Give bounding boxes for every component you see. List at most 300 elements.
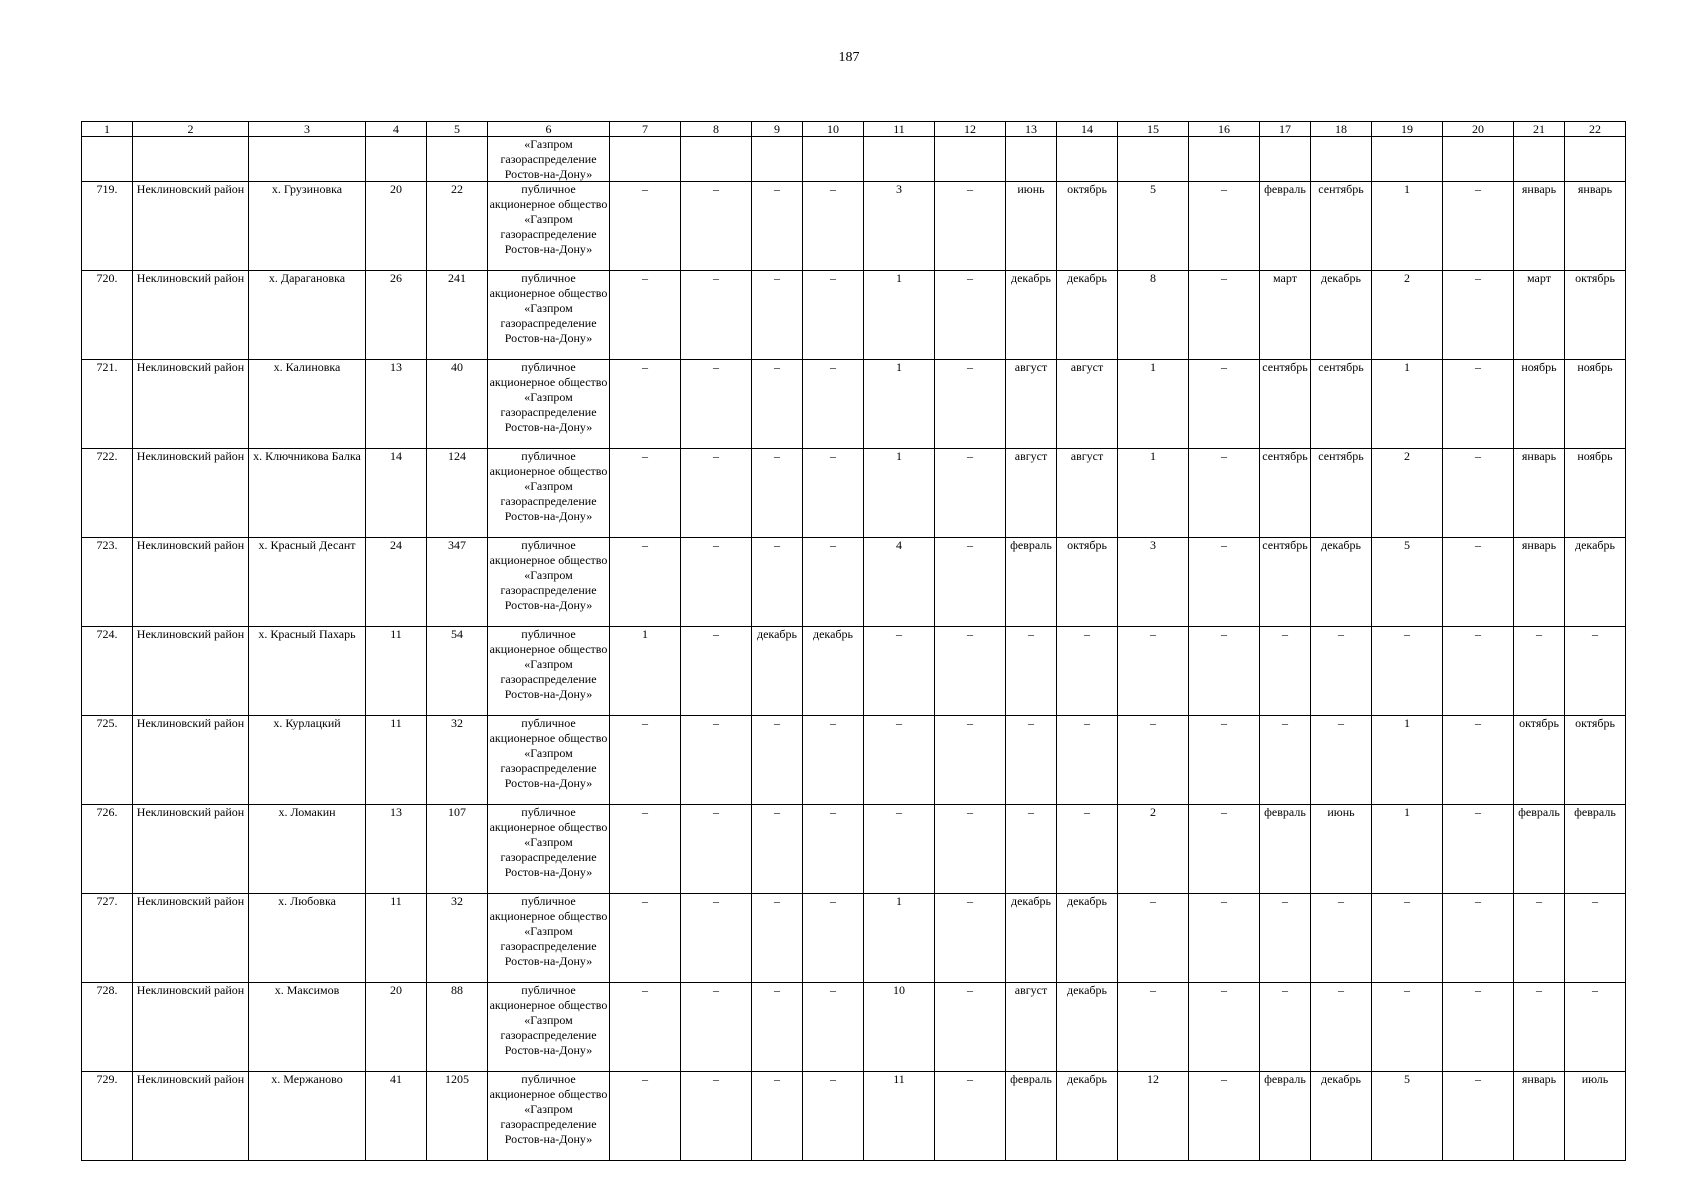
row-number: 728. — [82, 983, 133, 1072]
settlement: х. Дарагановка — [249, 271, 366, 360]
col-16-value: – — [1189, 182, 1260, 271]
col-15-value: 5 — [1118, 182, 1189, 271]
empty-cell — [1565, 137, 1626, 182]
col-4-value: 20 — [366, 182, 427, 271]
district: Неклиновский район — [133, 805, 249, 894]
col-19-value: – — [1372, 894, 1443, 983]
col-11-value: 10 — [864, 983, 935, 1072]
col-4-value: 13 — [366, 360, 427, 449]
col-11-value: 1 — [864, 360, 935, 449]
page-number: 187 — [838, 50, 860, 65]
col-12-value: – — [935, 983, 1006, 1072]
col-12-value: – — [935, 360, 1006, 449]
col-10-value: – — [803, 449, 864, 538]
col-13-value: июнь — [1006, 182, 1057, 271]
column-header-13: 13 — [1006, 122, 1057, 137]
col-10-value: – — [803, 894, 864, 983]
col-9-value: – — [752, 805, 803, 894]
col-21-value: октябрь — [1514, 716, 1565, 805]
col-10-value: – — [803, 983, 864, 1072]
col-13-value: август — [1006, 449, 1057, 538]
col-11-value: 1 — [864, 894, 935, 983]
col-14-value: – — [1057, 716, 1118, 805]
column-header-11: 11 — [864, 122, 935, 137]
empty-cell — [82, 137, 133, 182]
column-header-18: 18 — [1311, 122, 1372, 137]
district: Неклиновский район — [133, 449, 249, 538]
col-10-value: декабрь — [803, 627, 864, 716]
col-14-value: декабрь — [1057, 1072, 1118, 1161]
col-4-value: 11 — [366, 894, 427, 983]
col-9-value: – — [752, 449, 803, 538]
col-12-value: – — [935, 182, 1006, 271]
organization: публичное акционерное общество «Газпром газораспределение Ростов-на-Дону» — [488, 449, 610, 538]
col-18-value: декабрь — [1311, 271, 1372, 360]
col-12-value: – — [935, 716, 1006, 805]
col-7-value: – — [610, 805, 681, 894]
column-header-12: 12 — [935, 122, 1006, 137]
col-10-value: – — [803, 271, 864, 360]
col-7-value: – — [610, 894, 681, 983]
col-22-value: – — [1565, 983, 1626, 1072]
district: Неклиновский район — [133, 538, 249, 627]
col-8-value: – — [681, 449, 752, 538]
empty-cell — [1057, 137, 1118, 182]
district: Неклиновский район — [133, 360, 249, 449]
table-row — [82, 805, 1626, 894]
column-header-5: 5 — [427, 122, 488, 137]
col-20-value: – — [1443, 360, 1514, 449]
col-11-value: 11 — [864, 1072, 935, 1161]
column-header-10: 10 — [803, 122, 864, 137]
col-11-value: 4 — [864, 538, 935, 627]
col-11-value: 3 — [864, 182, 935, 271]
column-header-7: 7 — [610, 122, 681, 137]
organization: публичное акционерное общество «Газпром газораспределение Ростов-на-Дону» — [488, 182, 610, 271]
col-7-value: – — [610, 271, 681, 360]
col-20-value: – — [1443, 538, 1514, 627]
col-9-value: – — [752, 716, 803, 805]
col-12-value: – — [935, 805, 1006, 894]
col-7-value: – — [610, 1072, 681, 1161]
schedule-table — [81, 121, 1626, 1161]
col-17-value: – — [1260, 983, 1311, 1072]
col-8-value: – — [681, 894, 752, 983]
col-17-value: сентябрь — [1260, 449, 1311, 538]
col-15-value: 1 — [1118, 449, 1189, 538]
col-7-value: – — [610, 983, 681, 1072]
col-4-value: 24 — [366, 538, 427, 627]
col-7-value: 1 — [610, 627, 681, 716]
empty-cell — [249, 137, 366, 182]
settlement: х. Курлацкий — [249, 716, 366, 805]
col-22-value: октябрь — [1565, 271, 1626, 360]
col-5-value: 40 — [427, 360, 488, 449]
col-7-value: – — [610, 449, 681, 538]
col-12-value: – — [935, 449, 1006, 538]
col-13-value: август — [1006, 983, 1057, 1072]
col-18-value: сентябрь — [1311, 182, 1372, 271]
col-21-value: февраль — [1514, 805, 1565, 894]
col-13-value: – — [1006, 805, 1057, 894]
col-5-value: 124 — [427, 449, 488, 538]
col-10-value: – — [803, 716, 864, 805]
col-11-value: – — [864, 716, 935, 805]
col-13-value: август — [1006, 360, 1057, 449]
column-header-4: 4 — [366, 122, 427, 137]
table-row — [82, 716, 1626, 805]
col-10-value: – — [803, 805, 864, 894]
col-7-value: – — [610, 716, 681, 805]
column-header-14: 14 — [1057, 122, 1118, 137]
col-21-value: – — [1514, 894, 1565, 983]
col-4-value: 41 — [366, 1072, 427, 1161]
col-5-value: 32 — [427, 894, 488, 983]
col-21-value: ноябрь — [1514, 360, 1565, 449]
col-12-value: – — [935, 538, 1006, 627]
settlement: х. Ключникова Балка — [249, 449, 366, 538]
col-15-value: 12 — [1118, 1072, 1189, 1161]
col-19-value: – — [1372, 983, 1443, 1072]
empty-cell — [1514, 137, 1565, 182]
col-13-value: декабрь — [1006, 894, 1057, 983]
col-18-value: декабрь — [1311, 538, 1372, 627]
table-row — [82, 271, 1626, 360]
col-8-value: – — [681, 360, 752, 449]
col-19-value: 2 — [1372, 271, 1443, 360]
col-4-value: 20 — [366, 983, 427, 1072]
col-22-value: февраль — [1565, 805, 1626, 894]
empty-cell — [1372, 137, 1443, 182]
col-17-value: март — [1260, 271, 1311, 360]
table-row — [82, 983, 1626, 1072]
col-5-value: 107 — [427, 805, 488, 894]
continuation-organization: «Газпром газораспределение Ростов-на-Дону» — [488, 137, 610, 182]
col-18-value: – — [1311, 627, 1372, 716]
col-9-value: декабрь — [752, 627, 803, 716]
col-17-value: – — [1260, 716, 1311, 805]
col-12-value: – — [935, 271, 1006, 360]
col-19-value: 2 — [1372, 449, 1443, 538]
column-header-19: 19 — [1372, 122, 1443, 137]
table-row — [82, 627, 1626, 716]
col-15-value: – — [1118, 716, 1189, 805]
district: Неклиновский район — [133, 1072, 249, 1161]
col-19-value: 1 — [1372, 805, 1443, 894]
col-15-value: 8 — [1118, 271, 1189, 360]
organization: публичное акционерное общество «Газпром газораспределение Ростов-на-Дону» — [488, 983, 610, 1072]
col-16-value: – — [1189, 894, 1260, 983]
col-17-value: сентябрь — [1260, 538, 1311, 627]
col-15-value: – — [1118, 983, 1189, 1072]
col-16-value: – — [1189, 1072, 1260, 1161]
empty-cell — [427, 137, 488, 182]
row-number: 723. — [82, 538, 133, 627]
col-5-value: 32 — [427, 716, 488, 805]
row-number: 721. — [82, 360, 133, 449]
organization: публичное акционерное общество «Газпром газораспределение Ростов-на-Дону» — [488, 538, 610, 627]
col-19-value: 5 — [1372, 1072, 1443, 1161]
column-header-6: 6 — [488, 122, 610, 137]
col-17-value: – — [1260, 894, 1311, 983]
col-10-value: – — [803, 538, 864, 627]
col-4-value: 26 — [366, 271, 427, 360]
empty-cell — [366, 137, 427, 182]
col-16-value: – — [1189, 627, 1260, 716]
col-9-value: – — [752, 894, 803, 983]
col-4-value: 11 — [366, 716, 427, 805]
empty-cell — [1443, 137, 1514, 182]
col-16-value: – — [1189, 360, 1260, 449]
col-9-value: – — [752, 538, 803, 627]
col-4-value: 13 — [366, 805, 427, 894]
row-number: 727. — [82, 894, 133, 983]
col-20-value: – — [1443, 716, 1514, 805]
col-8-value: – — [681, 271, 752, 360]
col-14-value: август — [1057, 360, 1118, 449]
organization: публичное акционерное общество «Газпром газораспределение Ростов-на-Дону» — [488, 1072, 610, 1161]
col-12-value: – — [935, 1072, 1006, 1161]
settlement: х. Калиновка — [249, 360, 366, 449]
col-17-value: сентябрь — [1260, 360, 1311, 449]
col-7-value: – — [610, 182, 681, 271]
col-21-value: январь — [1514, 1072, 1565, 1161]
settlement: х. Максимов — [249, 983, 366, 1072]
col-18-value: сентябрь — [1311, 449, 1372, 538]
row-number: 726. — [82, 805, 133, 894]
district: Неклиновский район — [133, 182, 249, 271]
column-header-16: 16 — [1189, 122, 1260, 137]
col-16-value: – — [1189, 449, 1260, 538]
col-11-value: 1 — [864, 271, 935, 360]
settlement: х. Красный Десант — [249, 538, 366, 627]
col-5-value: 88 — [427, 983, 488, 1072]
table-row — [82, 360, 1626, 449]
col-9-value: – — [752, 1072, 803, 1161]
col-18-value: – — [1311, 894, 1372, 983]
settlement: х. Ломакин — [249, 805, 366, 894]
column-header-20: 20 — [1443, 122, 1514, 137]
col-14-value: август — [1057, 449, 1118, 538]
col-8-value: – — [681, 1072, 752, 1161]
col-13-value: – — [1006, 627, 1057, 716]
col-21-value: январь — [1514, 449, 1565, 538]
column-header-21: 21 — [1514, 122, 1565, 137]
col-12-value: – — [935, 627, 1006, 716]
organization: публичное акционерное общество «Газпром газораспределение Ростов-на-Дону» — [488, 716, 610, 805]
row-number: 724. — [82, 627, 133, 716]
col-5-value: 347 — [427, 538, 488, 627]
settlement: х. Любовка — [249, 894, 366, 983]
col-18-value: – — [1311, 716, 1372, 805]
col-11-value: – — [864, 627, 935, 716]
row-number: 720. — [82, 271, 133, 360]
column-header-1: 1 — [82, 122, 133, 137]
col-13-value: – — [1006, 716, 1057, 805]
col-5-value: 22 — [427, 182, 488, 271]
col-16-value: – — [1189, 271, 1260, 360]
organization: публичное акционерное общество «Газпром газораспределение Ростов-на-Дону» — [488, 627, 610, 716]
col-10-value: – — [803, 1072, 864, 1161]
organization: публичное акционерное общество «Газпром газораспределение Ростов-на-Дону» — [488, 805, 610, 894]
col-19-value: 1 — [1372, 716, 1443, 805]
col-5-value: 241 — [427, 271, 488, 360]
col-15-value: – — [1118, 627, 1189, 716]
col-13-value: февраль — [1006, 538, 1057, 627]
column-header-22: 22 — [1565, 122, 1626, 137]
col-14-value: октябрь — [1057, 182, 1118, 271]
table-row — [82, 894, 1626, 983]
col-9-value: – — [752, 182, 803, 271]
col-13-value: февраль — [1006, 1072, 1057, 1161]
empty-cell — [1006, 137, 1057, 182]
col-17-value: февраль — [1260, 182, 1311, 271]
col-16-value: – — [1189, 805, 1260, 894]
col-12-value: – — [935, 894, 1006, 983]
col-7-value: – — [610, 360, 681, 449]
col-20-value: – — [1443, 894, 1514, 983]
col-16-value: – — [1189, 983, 1260, 1072]
col-14-value: декабрь — [1057, 983, 1118, 1072]
col-4-value: 11 — [366, 627, 427, 716]
organization: публичное акционерное общество «Газпром газораспределение Ростов-на-Дону» — [488, 360, 610, 449]
empty-cell — [935, 137, 1006, 182]
organization: публичное акционерное общество «Газпром газораспределение Ростов-на-Дону» — [488, 894, 610, 983]
district: Неклиновский район — [133, 627, 249, 716]
col-11-value: – — [864, 805, 935, 894]
col-16-value: – — [1189, 538, 1260, 627]
col-21-value: январь — [1514, 538, 1565, 627]
table-row — [82, 1072, 1626, 1161]
settlement: х. Мержаново — [249, 1072, 366, 1161]
district: Неклиновский район — [133, 983, 249, 1072]
col-21-value: – — [1514, 983, 1565, 1072]
col-14-value: – — [1057, 627, 1118, 716]
col-10-value: – — [803, 360, 864, 449]
col-18-value: – — [1311, 983, 1372, 1072]
col-15-value: – — [1118, 894, 1189, 983]
col-21-value: январь — [1514, 182, 1565, 271]
table-row — [82, 182, 1626, 271]
col-22-value: – — [1565, 894, 1626, 983]
row-number: 729. — [82, 1072, 133, 1161]
settlement: х. Красный Пахарь — [249, 627, 366, 716]
col-8-value: – — [681, 716, 752, 805]
col-5-value: 54 — [427, 627, 488, 716]
col-22-value: ноябрь — [1565, 449, 1626, 538]
col-18-value: декабрь — [1311, 1072, 1372, 1161]
col-21-value: – — [1514, 627, 1565, 716]
col-22-value: ноябрь — [1565, 360, 1626, 449]
col-19-value: 1 — [1372, 182, 1443, 271]
column-number-header — [82, 122, 1626, 137]
col-19-value: – — [1372, 627, 1443, 716]
column-header-8: 8 — [681, 122, 752, 137]
col-20-value: – — [1443, 983, 1514, 1072]
col-17-value: – — [1260, 627, 1311, 716]
empty-cell — [1260, 137, 1311, 182]
district: Неклиновский район — [133, 894, 249, 983]
settlement: х. Грузиновка — [249, 182, 366, 271]
col-9-value: – — [752, 360, 803, 449]
col-20-value: – — [1443, 449, 1514, 538]
continuation-row — [82, 137, 1626, 182]
col-9-value: – — [752, 983, 803, 1072]
col-14-value: – — [1057, 805, 1118, 894]
empty-cell — [1311, 137, 1372, 182]
col-17-value: февраль — [1260, 805, 1311, 894]
col-8-value: – — [681, 805, 752, 894]
district: Неклиновский район — [133, 716, 249, 805]
col-22-value: декабрь — [1565, 538, 1626, 627]
row-number: 719. — [82, 182, 133, 271]
col-9-value: – — [752, 271, 803, 360]
column-header-3: 3 — [249, 122, 366, 137]
table-row — [82, 538, 1626, 627]
empty-cell — [610, 137, 681, 182]
column-header-15: 15 — [1118, 122, 1189, 137]
column-header-2: 2 — [133, 122, 249, 137]
col-22-value: октябрь — [1565, 716, 1626, 805]
col-19-value: 5 — [1372, 538, 1443, 627]
table-row — [82, 449, 1626, 538]
col-21-value: март — [1514, 271, 1565, 360]
col-8-value: – — [681, 182, 752, 271]
row-number: 725. — [82, 716, 133, 805]
empty-cell — [1189, 137, 1260, 182]
col-8-value: – — [681, 983, 752, 1072]
col-13-value: декабрь — [1006, 271, 1057, 360]
col-10-value: – — [803, 182, 864, 271]
col-20-value: – — [1443, 182, 1514, 271]
empty-cell — [133, 137, 249, 182]
col-14-value: октябрь — [1057, 538, 1118, 627]
col-14-value: декабрь — [1057, 894, 1118, 983]
col-20-value: – — [1443, 627, 1514, 716]
column-header-9: 9 — [752, 122, 803, 137]
empty-cell — [681, 137, 752, 182]
col-8-value: – — [681, 538, 752, 627]
col-4-value: 14 — [366, 449, 427, 538]
col-22-value: – — [1565, 627, 1626, 716]
col-19-value: 1 — [1372, 360, 1443, 449]
col-15-value: 3 — [1118, 538, 1189, 627]
col-15-value: 2 — [1118, 805, 1189, 894]
col-5-value: 1205 — [427, 1072, 488, 1161]
col-18-value: июнь — [1311, 805, 1372, 894]
col-20-value: – — [1443, 1072, 1514, 1161]
col-20-value: – — [1443, 271, 1514, 360]
col-22-value: январь — [1565, 182, 1626, 271]
col-17-value: февраль — [1260, 1072, 1311, 1161]
empty-cell — [803, 137, 864, 182]
col-22-value: июль — [1565, 1072, 1626, 1161]
empty-cell — [864, 137, 935, 182]
organization: публичное акционерное общество «Газпром газораспределение Ростов-на-Дону» — [488, 271, 610, 360]
col-11-value: 1 — [864, 449, 935, 538]
col-8-value: – — [681, 627, 752, 716]
col-7-value: – — [610, 538, 681, 627]
column-header-17: 17 — [1260, 122, 1311, 137]
col-16-value: – — [1189, 716, 1260, 805]
col-14-value: декабрь — [1057, 271, 1118, 360]
col-20-value: – — [1443, 805, 1514, 894]
col-15-value: 1 — [1118, 360, 1189, 449]
row-number: 722. — [82, 449, 133, 538]
empty-cell — [1118, 137, 1189, 182]
district: Неклиновский район — [133, 271, 249, 360]
col-18-value: сентябрь — [1311, 360, 1372, 449]
